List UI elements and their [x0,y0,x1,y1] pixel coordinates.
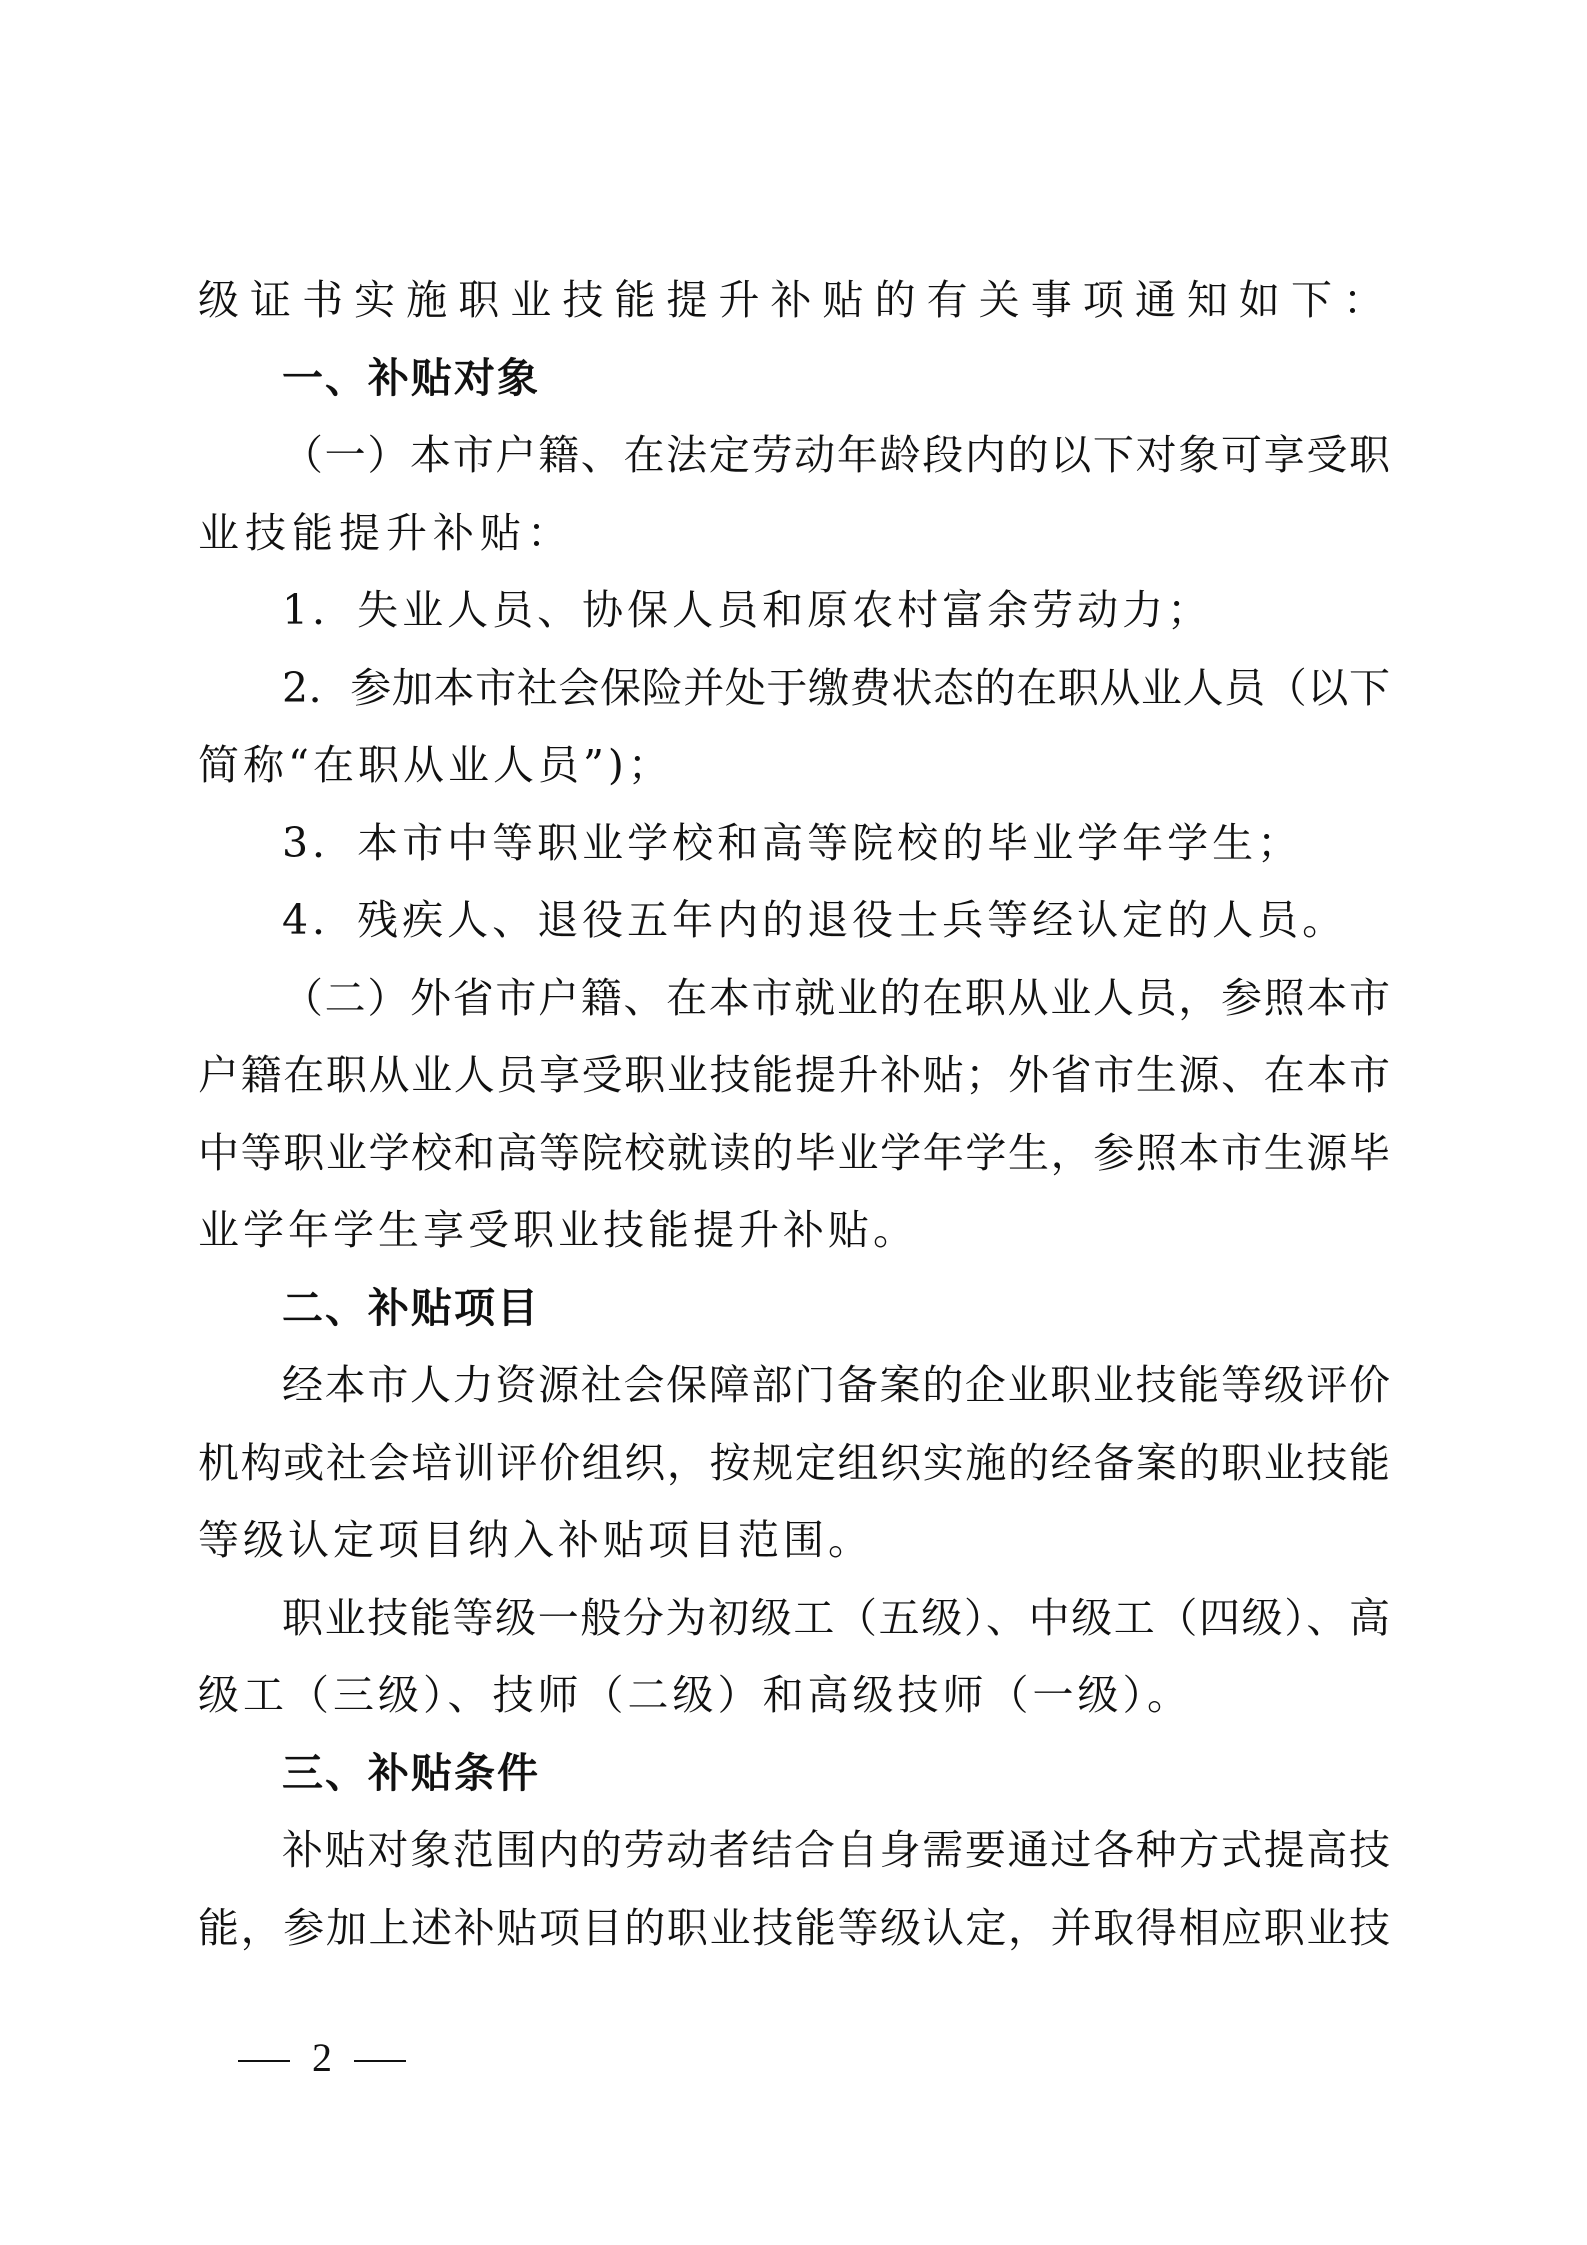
paragraph-line: 补贴对象范围内的劳动者结合自身需要通过各种方式提高技 [282,1826,1390,1874]
list-item: 1．失业人员、协保人员和原农村富余劳动力； [282,586,1213,634]
paragraph-line: 简称“在职从业人员”)； [198,741,673,789]
paragraph-line: （二）外省市户籍、在本市就业的在职从业人员，参照本市 [282,973,1390,1022]
paragraph-line: 等级认定项目纳入补贴项目范围。 [198,1516,873,1564]
paragraph-line: 户籍在职从业人员享受职业技能提升补贴；外省市生源、在本市 [198,1051,1390,1099]
paragraph-line: 中等职业学校和高等院校就读的毕业学年学生，参照本市生源毕 [198,1128,1390,1177]
footer-dash-right [354,2060,406,2062]
page-number: 2 [312,2035,332,2080]
paragraph-line: 业学年学生享受职业技能提升补贴。 [198,1206,918,1254]
paragraph-line: （一）本市户籍、在法定劳动年龄段内的以下对象可享受职 [282,431,1390,479]
section-heading: 二、补贴项目 [282,1283,540,1332]
paragraph-line: 能，参加上述补贴项目的职业技能等级认定，并取得相应职业技 [198,1903,1390,1952]
section-heading: 三、补贴条件 [282,1748,540,1797]
paragraph-line: 机构或社会培训评价组织，按规定组织实施的经备案的职业技能 [198,1438,1390,1487]
list-item: 2．参加本市社会保险并处于缴费状态的在职从业人员（以下 [282,663,1390,712]
paragraph-line: 级证书实施职业技能提升补贴的有关事项通知如下： [198,276,1390,324]
list-item: 3．本市中等职业学校和高等院校的毕业学年学生； [282,818,1303,867]
list-item: 4．残疾人、退役五年内的退役士兵等经认定的人员。 [282,896,1348,944]
paragraph-line: 经本市人力资源社会保障部门备案的企业职业技能等级评价 [282,1361,1390,1409]
page-footer [238,2034,406,2082]
paragraph-line: 职业技能等级一般分为初级工（五级）、中级工（四级）、高 [282,1593,1390,1642]
footer-dash-left [238,2060,290,2062]
paragraph-line: 级工（三级）、技师（二级）和高级技师（一级）。 [198,1671,1192,1719]
paragraph-line: 业技能提升补贴： [198,508,574,557]
document-body [198,262,1390,1967]
section-heading: 一、补贴对象 [282,353,540,402]
